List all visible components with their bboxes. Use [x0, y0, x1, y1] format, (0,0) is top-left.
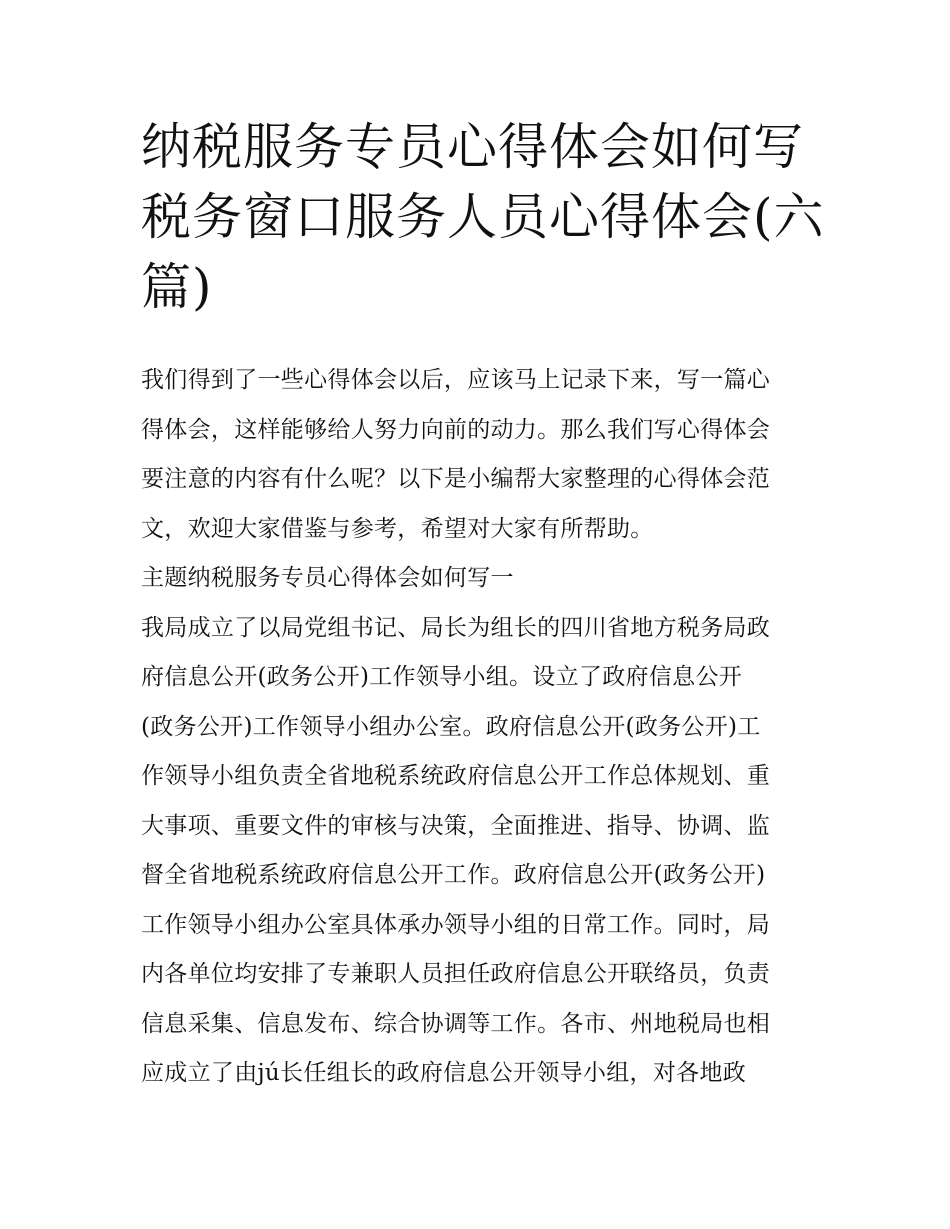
title-line: 篇) — [141, 258, 213, 316]
body-paragraph-line: 作领导小组负责全省地税系统政府信息公开工作总体规划、重 — [141, 763, 771, 789]
title-line: 税务窗口服务人员心得体会(六 — [141, 188, 825, 246]
intro-paragraph-line: 得体会，这样能够给人努力向前的动力。那么我们写心得体会 — [141, 416, 771, 443]
intro-paragraph-line: 我们得到了一些心得体会以后，应该马上记录下来，写一篇心 — [141, 367, 771, 393]
body-paragraph-line: 信息采集、信息发布、综合协调等工作。各市、州地税局也相 — [141, 1010, 771, 1037]
body-paragraph-line: 工作领导小组办公室具体承办领导小组的日常工作。同时，局 — [141, 911, 771, 938]
body-paragraph-line: 内各单位均安排了专兼职人员担任政府信息公开联络员，负责 — [141, 961, 771, 987]
section-heading: 主题纳税服务专员心得体会如何写一 — [141, 565, 514, 591]
body-paragraph-line: 督全省地税系统政府信息公开工作。政府信息公开(政务公开) — [141, 862, 766, 888]
body-paragraph-line: 我局成立了以局党组书记、局长为组长的四川省地方税务局政 — [141, 614, 771, 641]
body-paragraph-line: 大事项、重要文件的审核与决策，全面推进、指导、协调、监 — [141, 812, 771, 839]
intro-paragraph-line: 文，欢迎大家借鉴与参考，希望对大家有所帮助。 — [141, 515, 654, 542]
document-title — [141, 112, 841, 322]
document-body — [141, 356, 821, 1099]
body-paragraph-line: (政务公开)工作领导小组办公室。政府信息公开(政务公开)工 — [141, 713, 761, 740]
body-paragraph-line: 应成立了由jú长任组长的政府信息公开领导小组，对各地政 — [141, 1060, 747, 1086]
title-line: 纳税服务专员心得体会如何写 — [141, 118, 804, 176]
intro-paragraph-line: 要注意的内容有什么呢？以下是小编帮大家整理的心得体会范 — [141, 466, 771, 492]
body-paragraph-line: 府信息公开(政务公开)工作领导小组。设立了政府信息公开 — [141, 664, 743, 690]
